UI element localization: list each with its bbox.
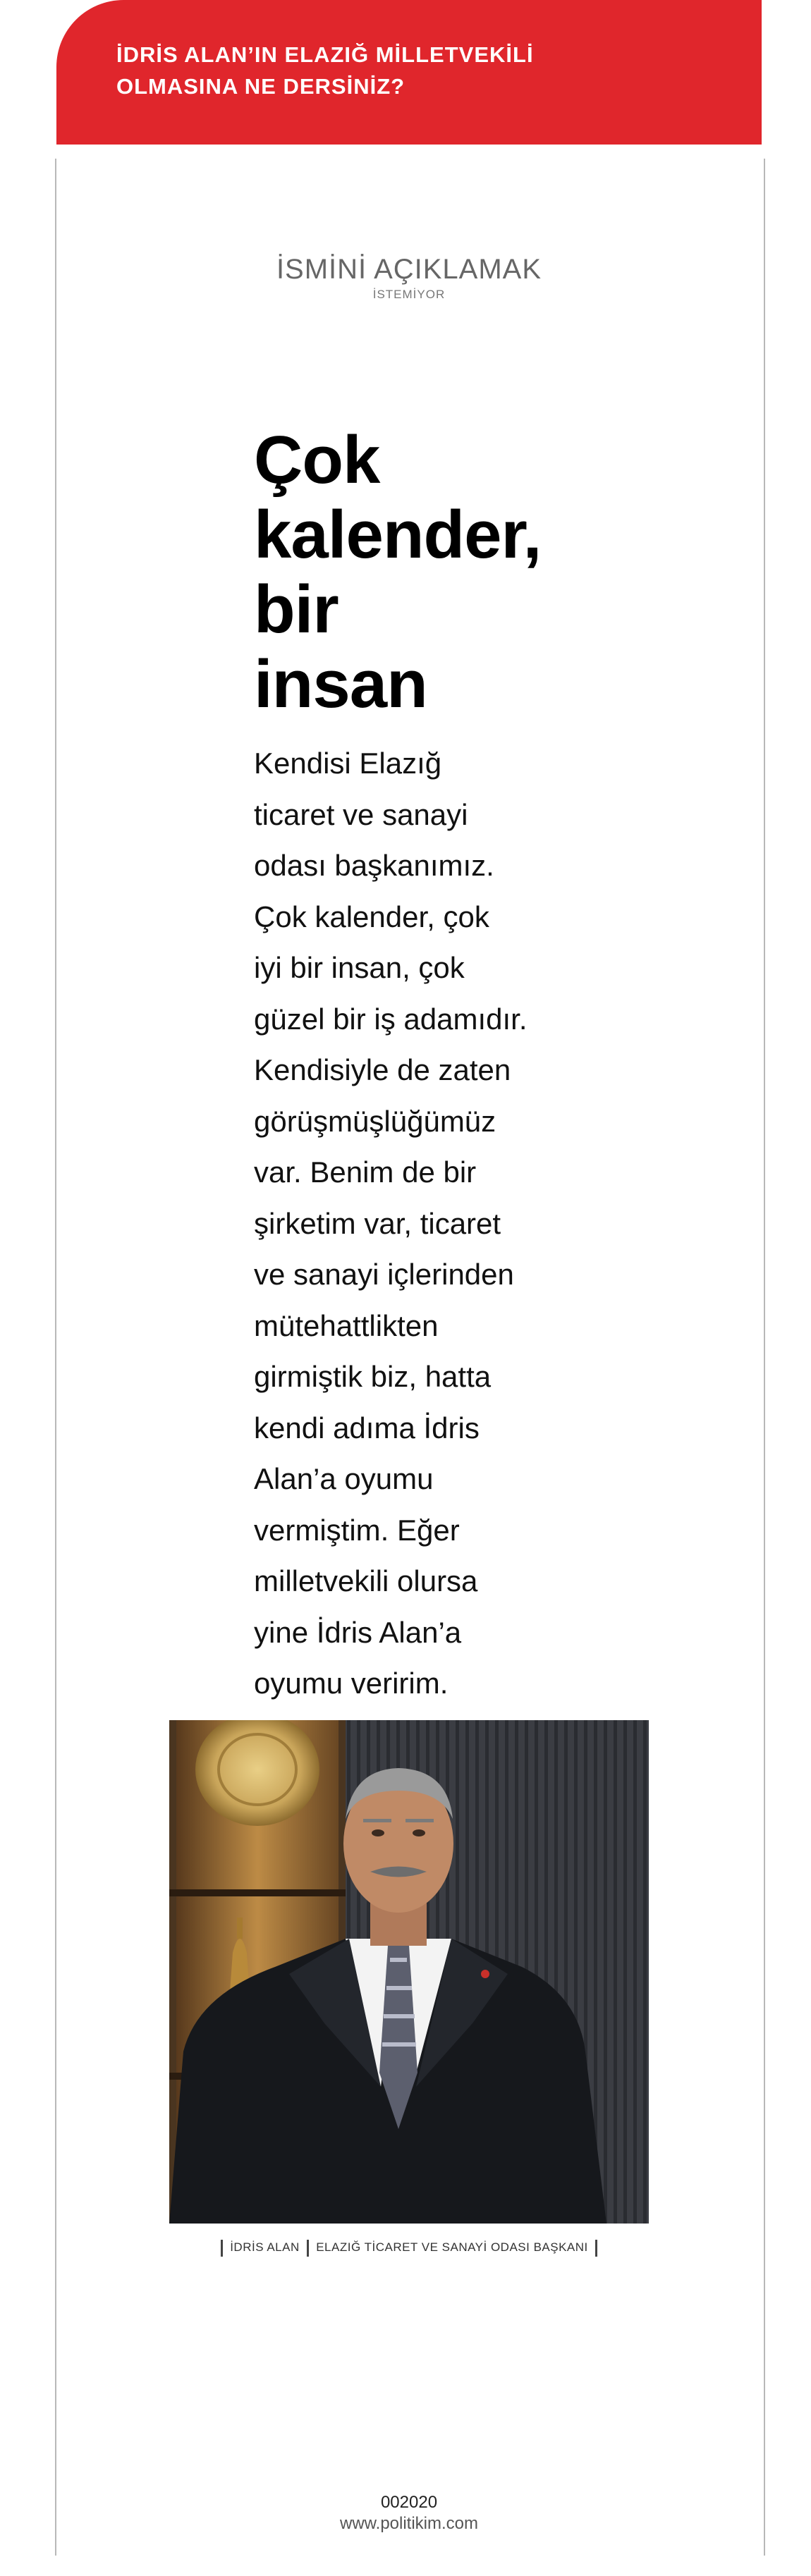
banner-line-1: İDRİS ALAN’IN ELAZIĞ MİLLETVEKİLİ bbox=[116, 42, 534, 67]
banner-question bbox=[116, 39, 737, 102]
caption-separator bbox=[307, 2240, 309, 2257]
left-divider-line bbox=[55, 159, 56, 2556]
body-line: ticaret ve sanayi bbox=[254, 797, 468, 831]
header-banner bbox=[56, 0, 762, 145]
page-number: 002020 bbox=[380, 2493, 438, 2512]
caption-separator bbox=[221, 2240, 223, 2257]
body-line: oyumu veririm. bbox=[254, 1667, 449, 1700]
body-line: Çok kalender, çok bbox=[254, 900, 489, 933]
respondent-name: İSMİNİ AÇIKLAMAK bbox=[276, 254, 542, 285]
page-footer bbox=[268, 2492, 550, 2534]
body-line: Kendisiyle de zaten bbox=[254, 1053, 511, 1086]
body-line: Alan’a oyumu bbox=[254, 1462, 434, 1495]
body-line: odası başkanımız. bbox=[254, 849, 494, 882]
body-line: ve sanayi içlerinden bbox=[254, 1258, 514, 1291]
body-line: vermiştim. Eğer bbox=[254, 1513, 460, 1547]
body-line: milletvekili olursa bbox=[254, 1564, 478, 1597]
caption-person-name: İDRİS ALAN bbox=[230, 2240, 300, 2254]
body-line: görüşmüşlüğümüz bbox=[254, 1104, 496, 1138]
banner-line-2: OLMASINA NE DERSİNİZ? bbox=[116, 74, 406, 99]
headline-line-2: kalender, bbox=[254, 497, 542, 572]
body-line: iyi bir insan, çok bbox=[254, 951, 465, 984]
photo-caption bbox=[141, 2239, 677, 2257]
body-line: şirketim var, ticaret bbox=[254, 1206, 501, 1240]
body-line: güzel bir iş adamıdır. bbox=[254, 1002, 528, 1036]
headline-line-3: bir bbox=[254, 572, 339, 647]
caption-separator bbox=[595, 2240, 597, 2257]
website-link[interactable]: www.politikim.com bbox=[339, 2514, 479, 2533]
respondent-block bbox=[212, 252, 606, 303]
right-divider-line bbox=[764, 159, 765, 2556]
body-line: yine İdris Alan’a bbox=[254, 1615, 462, 1649]
caption-person-title: ELAZIĞ TİCARET VE SANAYİ ODASI BAŞKANI bbox=[316, 2240, 588, 2254]
respondent-role: İSTEMİYOR bbox=[372, 288, 446, 301]
body-line: kendi adıma İdris bbox=[254, 1411, 480, 1445]
body-line: girmiştik biz, hatta bbox=[254, 1360, 492, 1393]
portrait-photo bbox=[169, 1720, 649, 2224]
headline-line-4: insan bbox=[254, 646, 427, 722]
headline-line-1: Çok bbox=[254, 422, 380, 498]
body-line: mütehattlikten bbox=[254, 1308, 439, 1342]
body-line: var. Benim de bir bbox=[254, 1155, 477, 1189]
portrait-illustration bbox=[169, 1720, 649, 2224]
article-headline bbox=[254, 423, 585, 722]
body-line: Kendisi Elazığ bbox=[254, 747, 442, 780]
article-body bbox=[254, 738, 564, 1710]
